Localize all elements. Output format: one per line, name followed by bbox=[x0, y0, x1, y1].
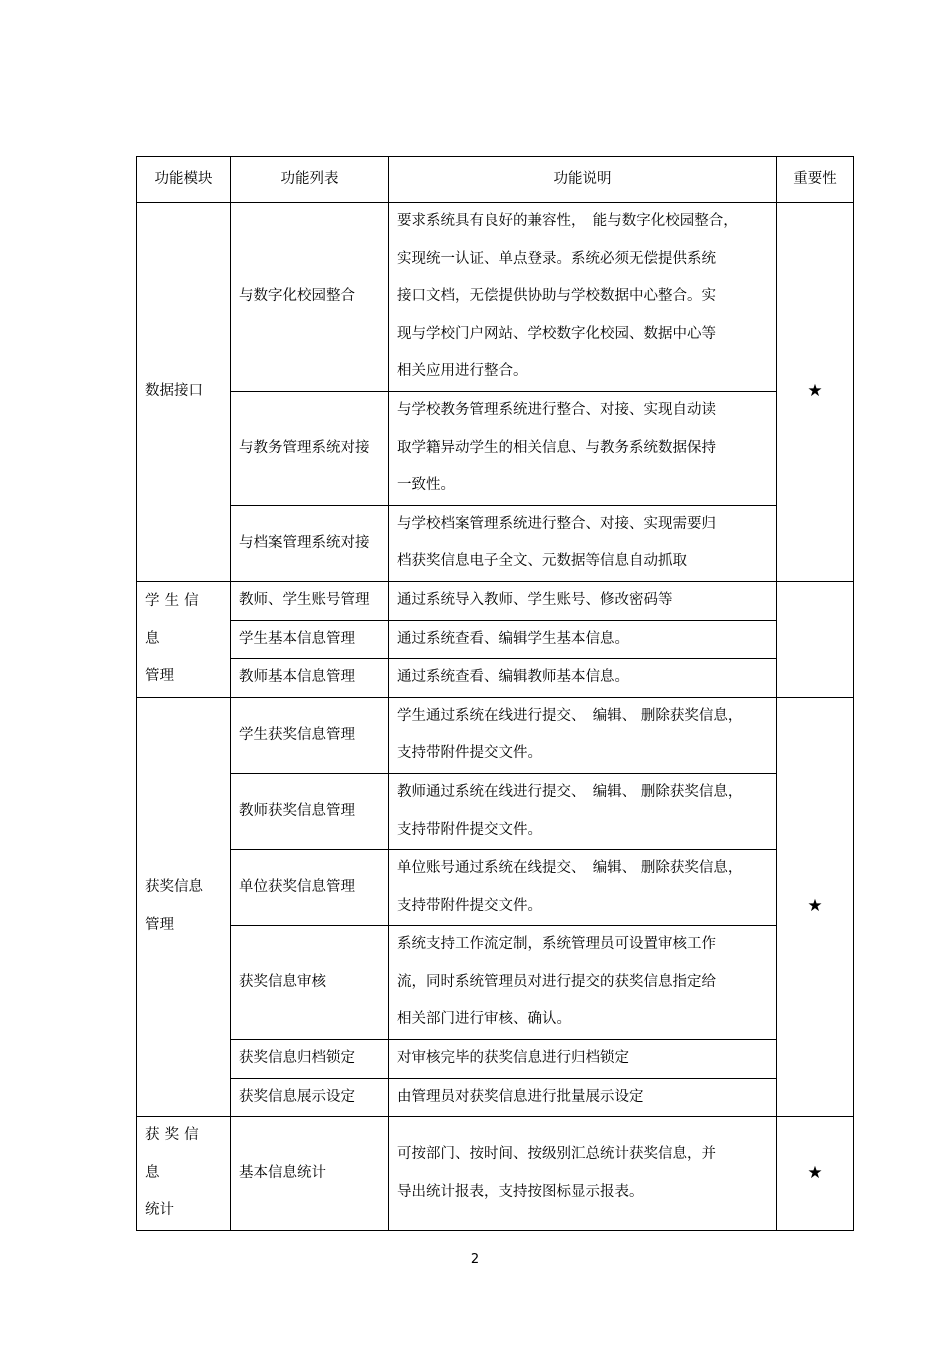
module-label-line2: 统计 bbox=[145, 1202, 174, 1219]
importance-star-icon: ★ bbox=[777, 203, 854, 582]
module-label-line1: 获奖信息 bbox=[145, 879, 203, 896]
table-row bbox=[137, 926, 854, 1040]
function-cell: 教师获奖信息管理 bbox=[231, 773, 389, 849]
table-row bbox=[137, 203, 854, 392]
function-cell: 教师、学生账号管理 bbox=[231, 581, 389, 620]
table-header-row bbox=[137, 157, 854, 203]
header-function-list: 功能列表 bbox=[231, 157, 389, 203]
table-row bbox=[137, 620, 854, 659]
function-cell: 学生基本信息管理 bbox=[231, 620, 389, 659]
description-cell: 系统支持工作流定制，系统管理员可设置审核工作 流，同时系统管理员对进行提交的获奖信息指定给 相关部门进行审核、确认。 bbox=[389, 926, 777, 1040]
function-cell: 获奖信息展示设定 bbox=[231, 1078, 389, 1117]
description-cell: 通过系统查看、编辑学生基本信息。 bbox=[389, 620, 777, 659]
description-cell: 教师通过系统在线进行提交、 编辑、 删除获奖信息， 支持带附件提交文件。 bbox=[389, 773, 777, 849]
table-row bbox=[137, 391, 854, 505]
function-cell: 教师基本信息管理 bbox=[231, 659, 389, 698]
table-row bbox=[137, 773, 854, 849]
module-label-line2: 管理 bbox=[145, 668, 174, 685]
function-cell: 单位获奖信息管理 bbox=[231, 850, 389, 926]
description-cell: 可按部门、按时间、按级别汇总统计获奖信息，并 导出统计报表，支持按图标显示报表。 bbox=[389, 1117, 777, 1231]
description-cell: 单位账号通过系统在线提交、 编辑、 删除获奖信息， 支持带附件提交文件。 bbox=[389, 850, 777, 926]
table-row bbox=[137, 1040, 854, 1079]
description-cell: 通过系统查看、编辑教师基本信息。 bbox=[389, 659, 777, 698]
function-cell: 与档案管理系统对接 bbox=[231, 505, 389, 581]
table-row bbox=[137, 1078, 854, 1117]
importance-star-icon: ★ bbox=[777, 697, 854, 1117]
module-award-management bbox=[137, 697, 231, 1117]
function-cell: 学生获奖信息管理 bbox=[231, 697, 389, 773]
module-data-interface: 数据接口 bbox=[137, 203, 231, 582]
table-row bbox=[137, 697, 854, 773]
function-cell: 获奖信息审核 bbox=[231, 926, 389, 1040]
table-row bbox=[137, 850, 854, 926]
function-cell: 与教务管理系统对接 bbox=[231, 391, 389, 505]
header-importance: 重要性 bbox=[777, 157, 854, 203]
description-cell: 由管理员对获奖信息进行批量展示设定 bbox=[389, 1078, 777, 1117]
importance-empty bbox=[777, 581, 854, 697]
function-table bbox=[136, 156, 854, 1231]
function-cell: 获奖信息归档锁定 bbox=[231, 1040, 389, 1079]
module-label-line1: 获奖信息 bbox=[145, 1127, 204, 1181]
header-description: 功能说明 bbox=[389, 157, 777, 203]
module-student-info bbox=[137, 581, 231, 697]
importance-star-icon: ★ bbox=[777, 1117, 854, 1231]
page-number: 2 bbox=[470, 1252, 480, 1267]
function-cell: 与数字化校园整合 bbox=[231, 203, 389, 392]
module-label-line1: 学生信息 bbox=[145, 592, 204, 647]
description-cell: 对审核完毕的获奖信息进行归档锁定 bbox=[389, 1040, 777, 1079]
description-cell: 要求系统具有良好的兼容性， 能与数字化校园整合， 实现统一认证、单点登录。系统必须无偿提供系统 接口文档，无偿提供协助与学校数据中心整合。实 现与学校门户网站、学校数字化校园、数据中心等 相关应用进行整合。 bbox=[389, 203, 777, 392]
table-row bbox=[137, 1117, 854, 1231]
description-cell: 学生通过系统在线进行提交、 编辑、 删除获奖信息， 支持带附件提交文件。 bbox=[389, 697, 777, 773]
description-cell: 通过系统导入教师、学生账号、修改密码等 bbox=[389, 581, 777, 620]
module-award-statistics bbox=[137, 1117, 231, 1231]
header-module: 功能模块 bbox=[137, 157, 231, 203]
table-row bbox=[137, 581, 854, 620]
description-cell: 与学校档案管理系统进行整合、对接、实现需要归 档获奖信息电子全文、元数据等信息自动抓取 bbox=[389, 505, 777, 581]
module-label-line2: 管理 bbox=[145, 916, 174, 933]
description-cell: 与学校教务管理系统进行整合、对接、实现自动读 取学籍异动学生的相关信息、与教务系统数据保持 一致性。 bbox=[389, 391, 777, 505]
table-row bbox=[137, 659, 854, 698]
function-cell: 基本信息统计 bbox=[231, 1117, 389, 1231]
table-row bbox=[137, 505, 854, 581]
